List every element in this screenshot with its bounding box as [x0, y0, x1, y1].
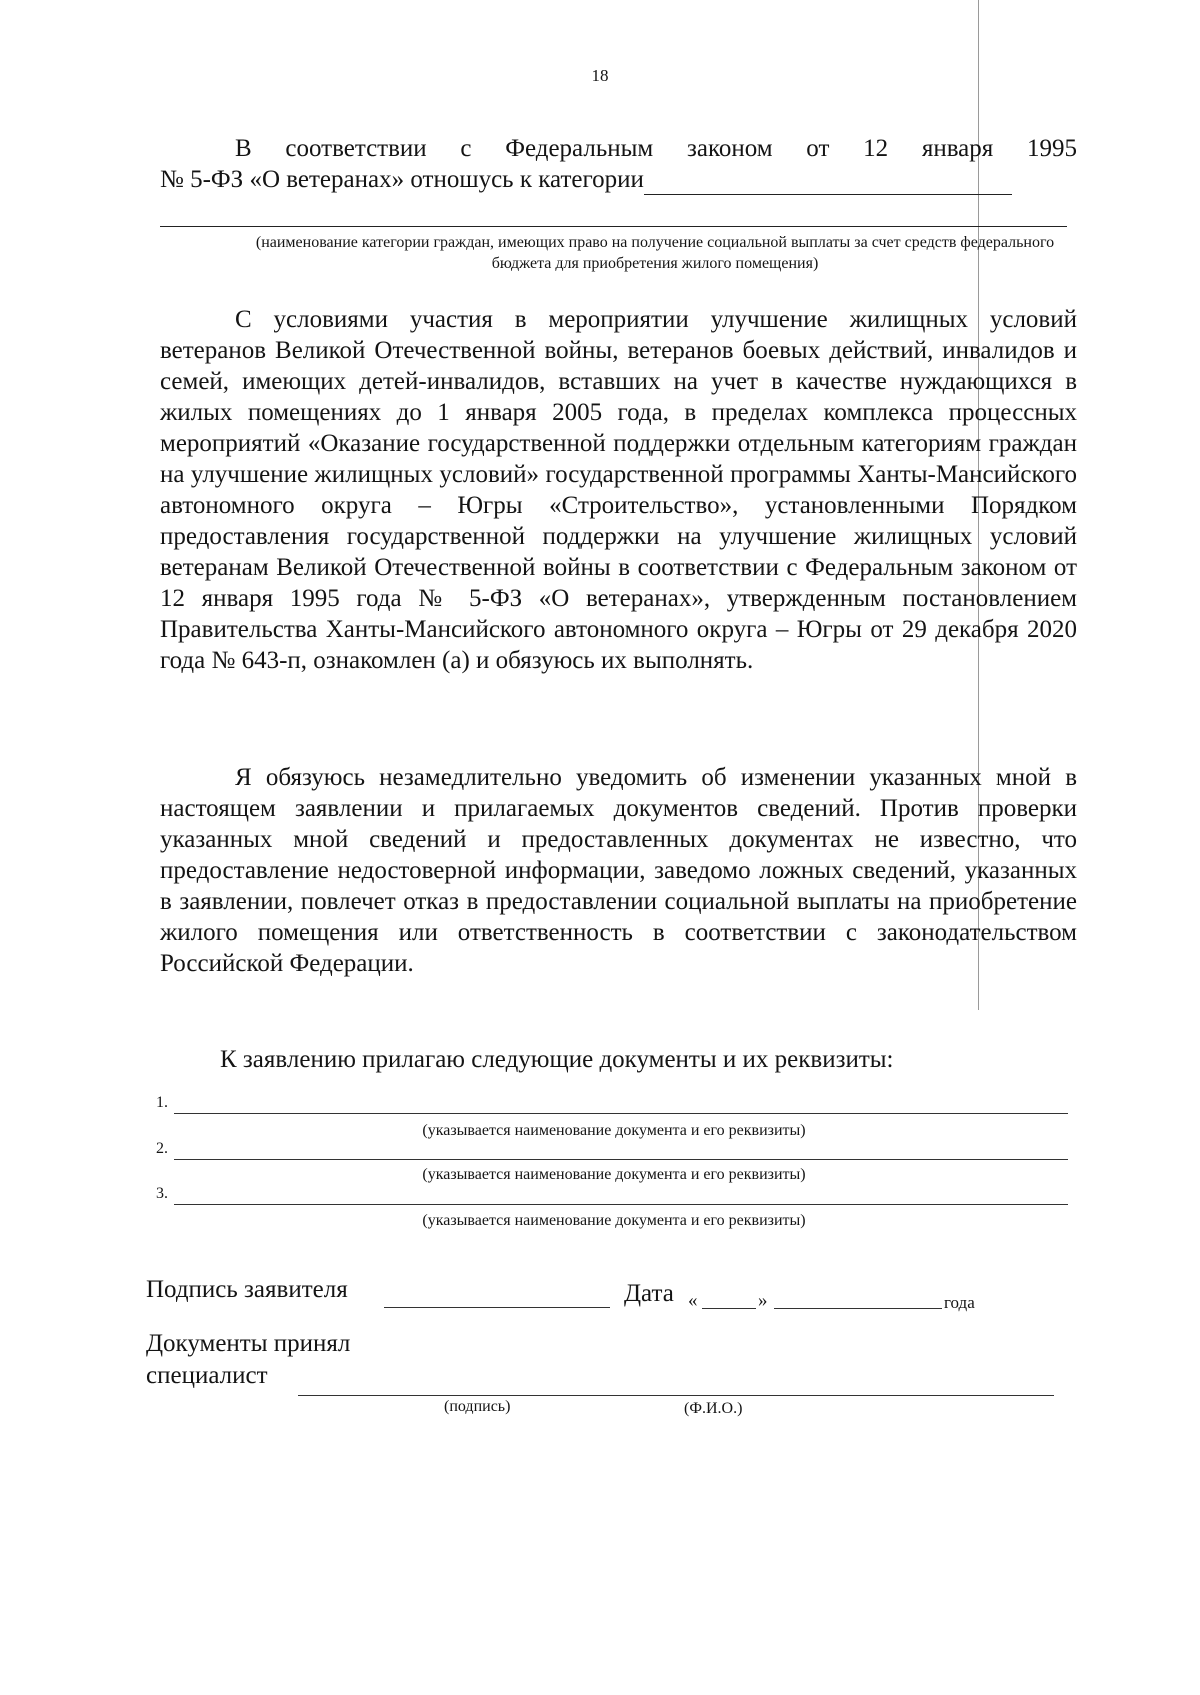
- veteran-category-paragraph: [160, 133, 1077, 195]
- document-input-line[interactable]: [174, 1204, 1068, 1205]
- document-input-line[interactable]: [174, 1159, 1068, 1160]
- document-row-3: [156, 1185, 1068, 1205]
- attachments-heading: К заявлению прилагаю следующие документы и их реквизиты:: [220, 1046, 894, 1073]
- year-word: года: [944, 1293, 975, 1312]
- date-day-line[interactable]: [702, 1308, 756, 1309]
- date-quote-close: »: [758, 1290, 768, 1311]
- document-hint: (указывается наименование документа и его реквизиты): [422, 1166, 806, 1183]
- accepted-label-line2: специалист: [146, 1362, 268, 1389]
- date-quote-open: «: [688, 1290, 698, 1311]
- document-number: 3.: [156, 1185, 168, 1202]
- page-number: 18: [591, 66, 609, 85]
- category-hint: (наименование категории граждан, имеющих право на получение социальной выплаты за счет средств федерального бюджета для приобретения жилого помещения): [255, 234, 1055, 272]
- specialist-signature-line[interactable]: [298, 1395, 1054, 1396]
- para1-line2-text: № 5-ФЗ «О ветеранах» отношусь к категории: [160, 166, 644, 193]
- category-input-line-2[interactable]: [160, 226, 1067, 227]
- document-number: 1.: [156, 1094, 168, 1111]
- accepted-label-line1: Документы принял: [146, 1330, 351, 1357]
- obligation-paragraph: Я обязуюсь незамедлительно уведомить об изменении указанных мной в настоящем заявлении и прилагаемых документов сведений. Против проверки указанных мной сведений и предоставленных документах не известно, что предоставление недостоверной информации, заведомо ложных сведений, указанных в заявлении, повлечет отказ в предоставлении социальной выплаты на приобретение жилого помещения или ответственность в соответствии с законодательством Российской Федерации.: [160, 764, 1077, 977]
- signature-hint: (подпись): [444, 1398, 511, 1415]
- date-month-line[interactable]: [774, 1308, 942, 1309]
- applicant-signature-label: Подпись заявителя: [146, 1276, 348, 1303]
- conditions-paragraph: С условиями участия в мероприятии улучшение жилищных условий ветеранов Великой Отечественной войны, ветеранов боевых действий, инвалидов и семей, имеющих детей-инвалидов, вставших на учет в качестве нуждающихся в жилых помещениях до 1 января 2005 года, в пределах комплекса процессных мероприятий «Оказание государственной поддержки отдельным категориям граждан на улучшение жилищных условий» государственной программы Ханты-Мансийского автономного округа – Югры «Строительство», установленными Порядком предоставления государственной поддержки на улучшение жилищных условий ветеранам Великой Отечественной войны в соответствии с Федеральным законом от 12 января 1995 года № 5-ФЗ «О ветеранах», утвержденным постановлением Правительства Ханты-Мансийского автономного округа – Югры от 29 декабря 2020 года № 643-п, ознакомлен (а) и обязуюсь их выполнять.: [160, 306, 1077, 674]
- category-input-line[interactable]: [644, 168, 1012, 195]
- document-input-line[interactable]: [174, 1113, 1068, 1114]
- applicant-signature-line[interactable]: [384, 1307, 610, 1308]
- document-row-2: [156, 1140, 1068, 1160]
- document-number: 2.: [156, 1140, 168, 1157]
- date-label: Дата: [624, 1280, 674, 1307]
- document-hint: (указывается наименование документа и его реквизиты): [422, 1122, 806, 1139]
- fio-hint: (Ф.И.О.): [684, 1400, 743, 1417]
- document-hint: (указывается наименование документа и его реквизиты): [422, 1212, 806, 1229]
- document-row-1: [156, 1094, 1068, 1114]
- para1-line2: [160, 164, 1077, 195]
- para1-line1: В соответствии с Федеральным законом от 12 января 1995: [235, 135, 1077, 162]
